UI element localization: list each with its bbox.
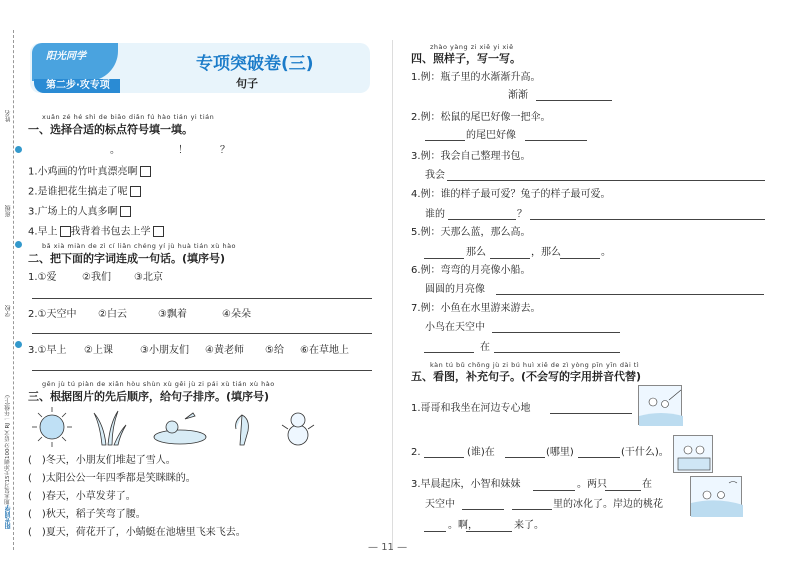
page-subtitle: 句子 (236, 77, 258, 90)
s4-e4: 4.例：谁的样子最可爱？兔子的样子最可爱。 (411, 189, 611, 200)
s5-q3b: 里的冰化了。岸边的桃花 (553, 499, 663, 510)
s4-e7a: 小鸟在天空中 (425, 322, 485, 333)
answer-line[interactable] (550, 413, 632, 414)
s4-e4a: 谁的 (425, 209, 445, 220)
s2-q1-c: ③北京 (134, 272, 163, 283)
s4-e5a: 那么 (466, 247, 486, 258)
s4-e6a: 圆圆的月亮像 (425, 284, 485, 295)
fishing-picture (638, 385, 682, 425)
answer-line[interactable] (490, 258, 530, 259)
answer-line[interactable] (494, 352, 620, 353)
pond-icon (154, 413, 206, 444)
spring-picture (690, 476, 742, 516)
s4-e6: 6.例：弯弯的月亮像小船。 (411, 265, 531, 276)
s1-pinyin: xuǎn zé hé shì de biāo diǎn fú hào tián yi tián (42, 113, 215, 121)
mark-question: ？ (220, 145, 230, 156)
banner-badge (32, 43, 118, 81)
s4-pinyin: zhào yàng zi xiě yi xiě (430, 43, 514, 51)
school-label: 学校 (5, 305, 12, 317)
s4-e3: 3.例：我会自己整理书包。 (411, 151, 531, 162)
sun-icon (32, 407, 72, 447)
s2-q3-d: ④黄老师 (205, 345, 244, 356)
s2-q3-f: ⑥在草地上 (300, 345, 349, 356)
mark-exclaim: ！ (178, 145, 188, 156)
answer-line[interactable] (424, 352, 474, 353)
s4-e2: 2.例：松鼠的尾巴好像一把伞。 (411, 112, 551, 123)
order-blank[interactable]: ( ) (28, 509, 46, 520)
answer-line[interactable] (578, 457, 620, 458)
rice-icon (236, 415, 249, 445)
logo: 阳光同学 (46, 51, 86, 62)
order-blank[interactable]: ( ) (28, 491, 46, 502)
s3-heading: 三、根据图片的先后顺序，给句子排序。(填序号) (28, 390, 270, 403)
answer-line[interactable] (605, 490, 641, 491)
answer-line[interactable] (530, 219, 765, 220)
s4-e3a: 我会 (425, 170, 445, 181)
s5-q3f: 。啊， (448, 520, 478, 531)
s5-q1: 1.哥哥和我坐在河边专心地 (411, 403, 531, 414)
answer-line[interactable] (425, 140, 465, 141)
s5-q2d: (干什么)。 (621, 447, 669, 458)
answer-line[interactable] (424, 258, 464, 259)
class-label: 班级 (5, 205, 12, 217)
s3-item-1: ( )冬天，小朋友们堆起了雪人。 (28, 455, 176, 466)
answer-line[interactable] (533, 490, 575, 491)
s1-item-2: 2.是谁把花生搞走了呢 (28, 186, 141, 198)
s4-e2a: 的尾巴好像 (466, 130, 516, 141)
s4-e1a: 渐渐 (508, 90, 528, 101)
s4-e5: 5.例：天那么蓝，那么高。 (411, 227, 531, 238)
page-number: — 11 — (368, 542, 408, 553)
s2-pinyin: bǎ xià miàn de zì cí liǎn chéng yí jù huà tián xù hào (42, 242, 237, 250)
answer-line[interactable] (560, 258, 600, 259)
s2-q3-a: 3.①早上 (28, 345, 67, 356)
reading-picture (673, 435, 713, 473)
s3-item-3: ( )春天，小草发芽了。 (28, 491, 136, 502)
s5-pinyin: kàn tú bǔ chōng jù zi bú huì xiě de zì yòng pīn yīn dài tì (430, 361, 640, 369)
answer-box[interactable] (140, 166, 151, 177)
s5-q3g: 来了。 (514, 520, 544, 531)
order-blank[interactable]: ( ) (28, 527, 46, 538)
s3-item-5: ( )夏天，荷花开了，小蜻蜓在池塘里飞来飞去。 (28, 527, 246, 538)
s5-q3d: 在 (642, 479, 652, 490)
answer-line[interactable] (424, 531, 446, 532)
answer-line[interactable] (448, 219, 516, 220)
s2-q3-c: ③小朋友们 (140, 345, 189, 356)
s2-q2-a: 2.①天空中 (28, 309, 77, 320)
answer-box[interactable] (60, 226, 71, 237)
spine-title: 期末复习15天冲刺100分 语文 RJ 一年级(上) (5, 395, 11, 505)
answer-line[interactable] (462, 509, 504, 510)
spine-logo: 阳光同学 (5, 505, 12, 529)
s2-q3-e: ⑤给 (265, 345, 284, 356)
s4-heading: 四、照样子，写一写。 (411, 52, 521, 65)
step-label: 第二步·攻专项 (46, 80, 110, 91)
answer-box[interactable] (130, 186, 141, 197)
answer-box[interactable] (153, 226, 164, 237)
answer-line[interactable] (424, 457, 464, 458)
s5-q2-num: 2. (411, 447, 421, 458)
binding-spine (0, 0, 26, 573)
s1-item-4: 4.早上 我背着书包去上学 (28, 226, 164, 238)
s4-e4b: ？ (517, 209, 527, 220)
answer-line[interactable] (505, 457, 545, 458)
s5-heading: 五、看图，补充句子。(不会写的字用拼音代替) (411, 370, 642, 383)
answer-line[interactable] (492, 332, 620, 333)
order-blank[interactable]: ( ) (28, 455, 46, 466)
s4-e7: 7.例：小鱼在水里游来游去。 (411, 303, 541, 314)
page-title: 专项突破卷(三) (196, 54, 314, 74)
answer-box[interactable] (120, 206, 131, 217)
name-label: 姓名 (5, 110, 12, 122)
grass-icon (94, 411, 126, 445)
answer-line[interactable] (536, 100, 612, 101)
s5-q2b: (谁)在 (467, 447, 495, 458)
s1-item-1: 1.小鸡画的竹叶真漂亮啊 (28, 166, 151, 178)
s1-item-3: 3.广场上的人真多啊 (28, 206, 131, 218)
s3-item-4: ( )秋天，稻子笑弯了腰。 (28, 509, 146, 520)
answer-line[interactable] (447, 180, 765, 181)
s4-e7b: 在 (480, 342, 490, 353)
s2-q1-b: ②我们 (82, 272, 111, 283)
s5-q3e: 天空中 (425, 499, 455, 510)
s1-heading: 一、选择合适的标点符号填一填。 (28, 123, 193, 136)
s2-q1-a: 1.①爱 (28, 272, 57, 283)
s4-e5b: ，那么 (531, 247, 561, 258)
snowman-icon (282, 413, 314, 445)
s2-q3-b: ②上课 (84, 345, 113, 356)
s5-q2c: (哪里) (546, 447, 574, 458)
answer-line[interactable] (512, 509, 552, 510)
answer-line[interactable] (496, 294, 764, 295)
season-pictures (30, 405, 360, 447)
s5-q3c: 。两只 (577, 479, 607, 490)
s2-q2-c: ③飘着 (158, 309, 187, 320)
s4-e5c: 。 (601, 247, 611, 258)
answer-line[interactable] (32, 370, 372, 371)
s3-pinyin: gēn jù tú piàn de xiān hòu shùn xù gěi jù zi pái xù tián xù hào (42, 380, 275, 388)
s2-q2-b: ②白云 (98, 309, 127, 320)
s2-q2-d: ④朵朵 (222, 309, 251, 320)
s5-q3-line1: 3.早晨起床，小智和妹妹 (411, 479, 521, 490)
s3-item-2: ( )太阳公公一年四季都是笑眯眯的。 (28, 473, 196, 484)
answer-line[interactable] (466, 531, 512, 532)
answer-line[interactable] (525, 140, 587, 141)
order-blank[interactable]: ( ) (28, 473, 46, 484)
mark-period: 。 (110, 145, 120, 156)
s4-e1: 1.例：瓶子里的水渐渐升高。 (411, 72, 541, 83)
answer-line[interactable] (32, 298, 372, 299)
s2-heading: 二、把下面的字词连成一句话。(填序号) (28, 252, 226, 265)
answer-line[interactable] (32, 333, 372, 334)
